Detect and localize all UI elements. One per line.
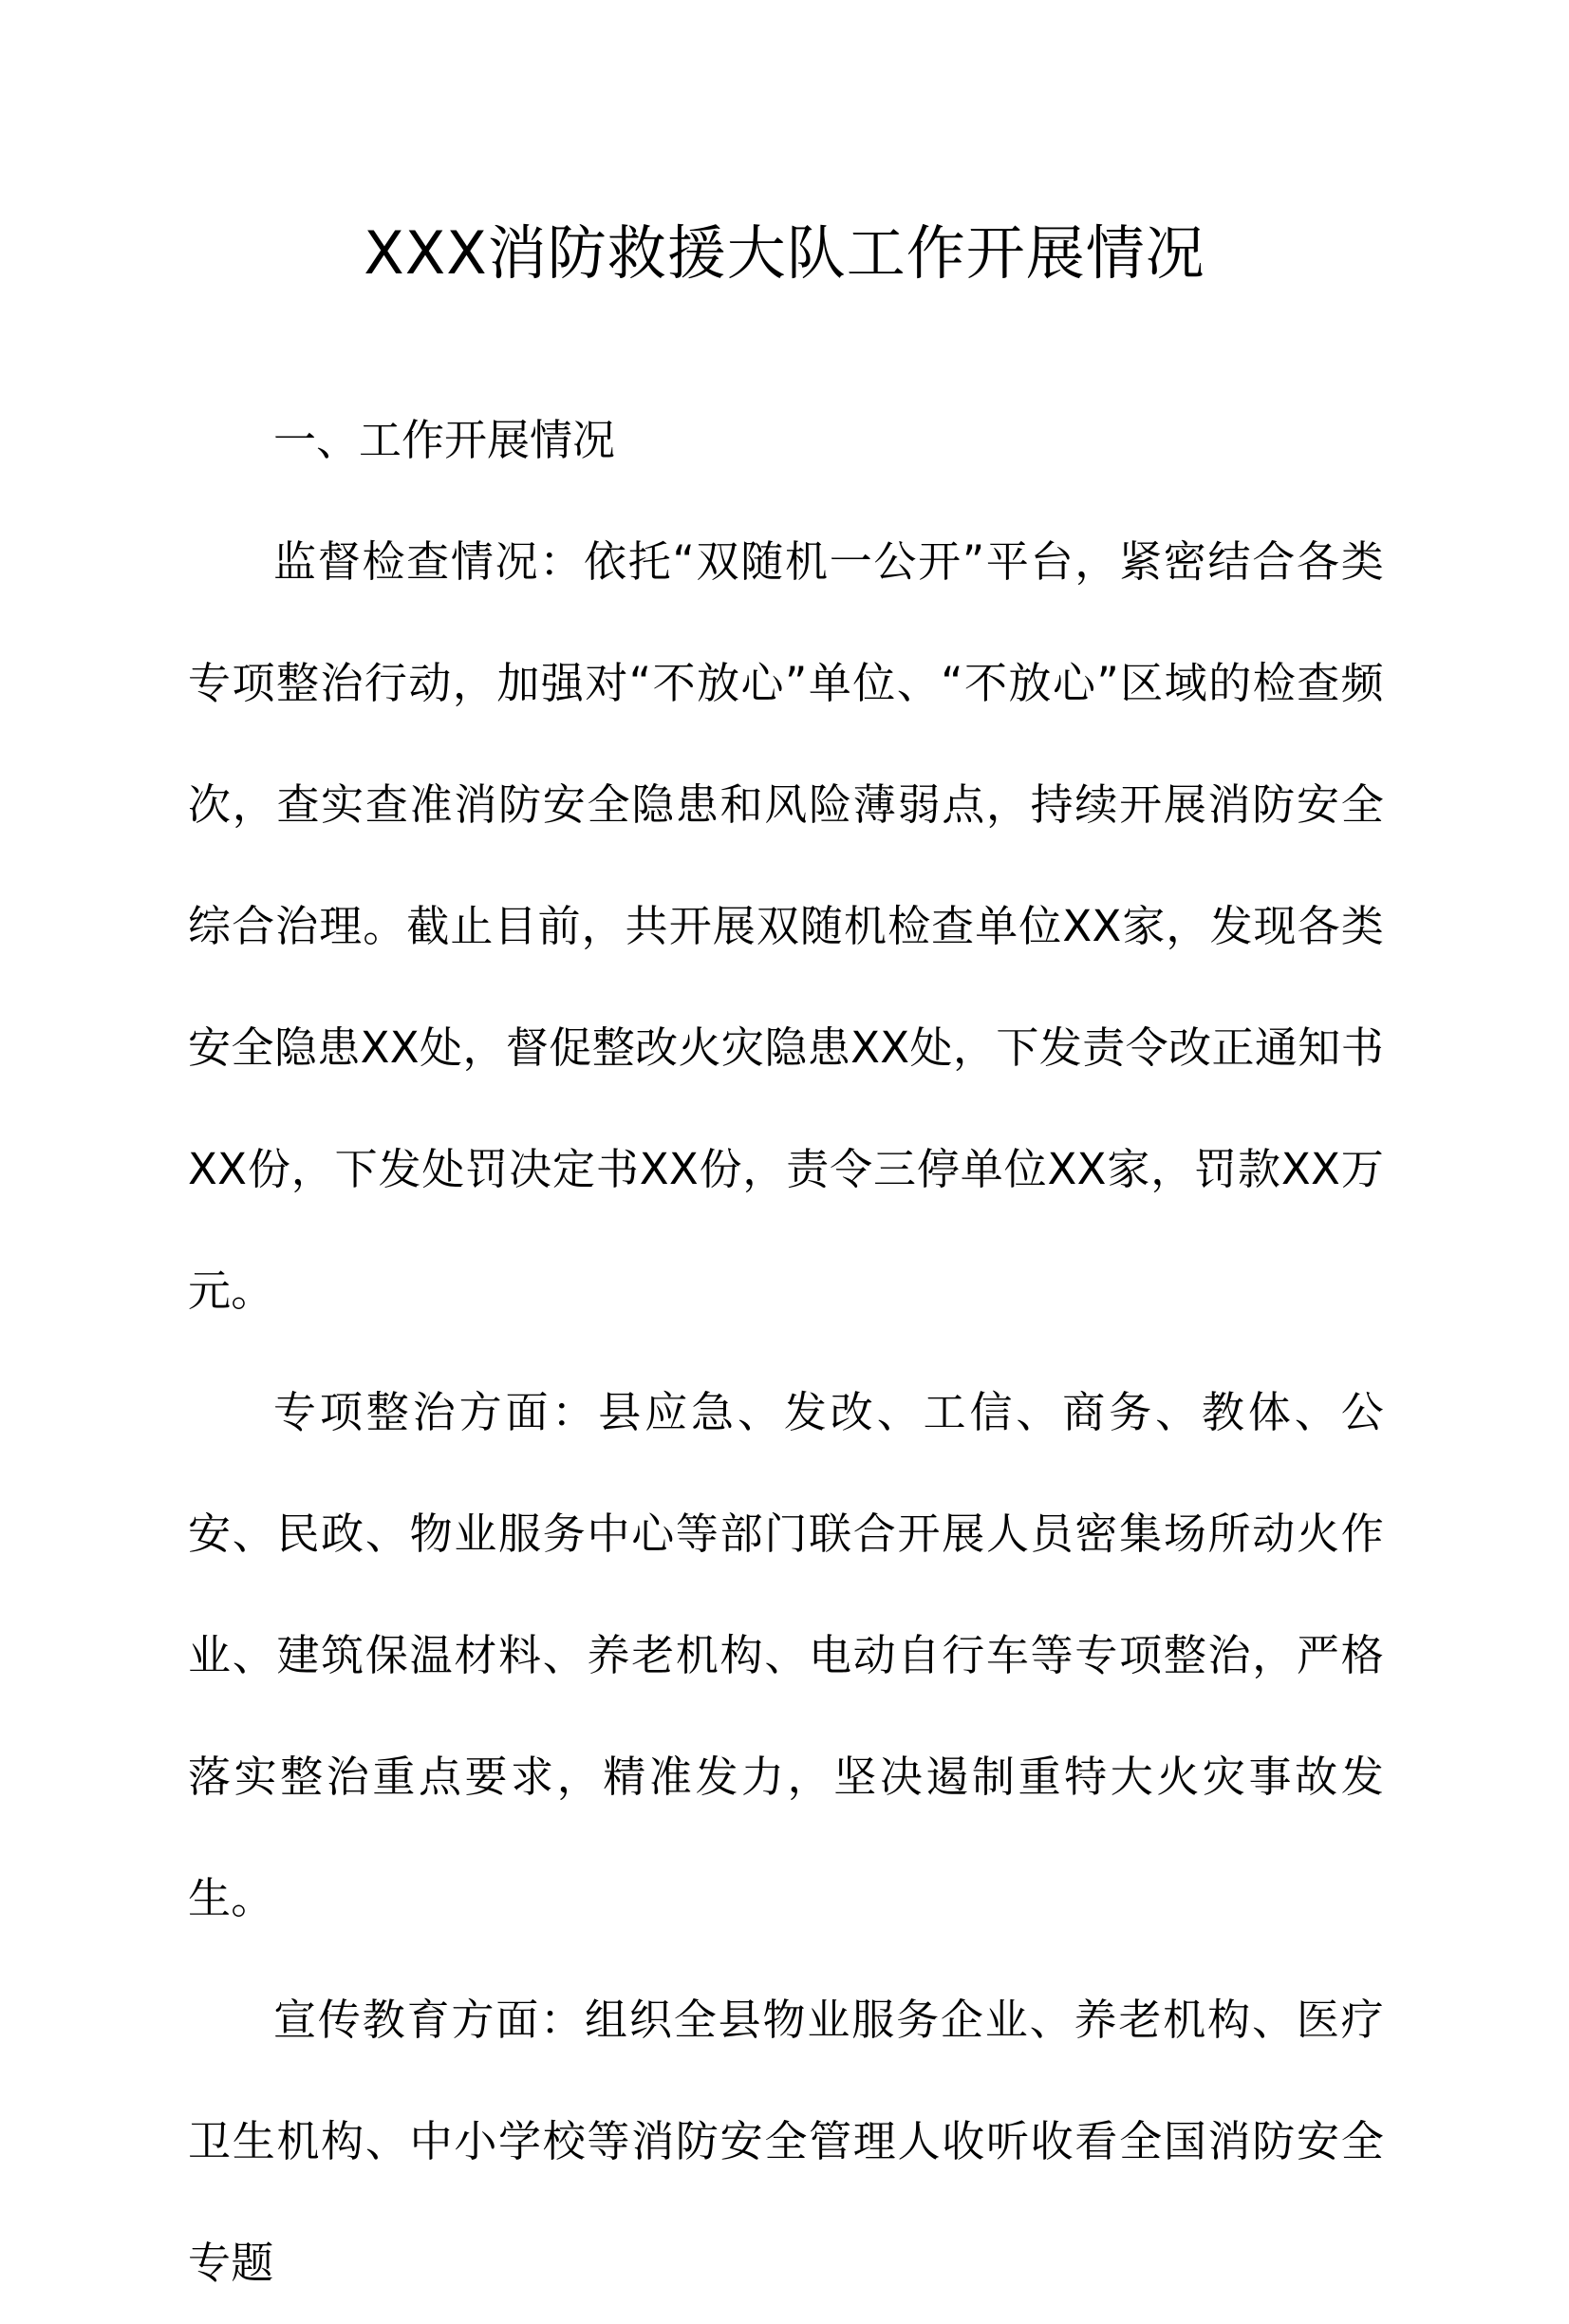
document-title: XXX消防救援大队工作开展情况: [364, 218, 1205, 288]
paragraph-supervision-inspection: 监督检查情况：依托“双随机一公开”平台，紧密结合各类专项整治行动，加强对“不放心”单位、“不放心”区域的检查频次，查实查准消防安全隐患和风险薄弱点，持续开展消防安全综合治理。截止目前，共开展双随机检查单位XX家，发现各类安全隐患XX处，督促整改火灾隐患XX处，下发责令改正通知书XX份，下发处罚决定书XX份，责令三停单位XX家，罚款XX万元。: [188, 536, 1384, 1316]
paragraph-publicity-education: 宣传教育方面：组织全县物业服务企业、养老机构、医疗卫生机构、中小学校等消防安全管理人收听收看全国消防安全专题: [188, 1995, 1384, 2288]
section-heading: 一、工作开展情况: [273, 415, 616, 465]
document-body: [188, 380, 1384, 2324]
paragraph-special-rectification: 专项整治方面：县应急、发改、工信、商务、教体、公安、民政、物业服务中心等部门联合开展人员密集场所动火作业、建筑保温材料、养老机构、电动自行车等专项整治，严格落实整治重点要求，精准发力，坚决遏制重特大火灾事故发生。: [188, 1387, 1384, 1923]
